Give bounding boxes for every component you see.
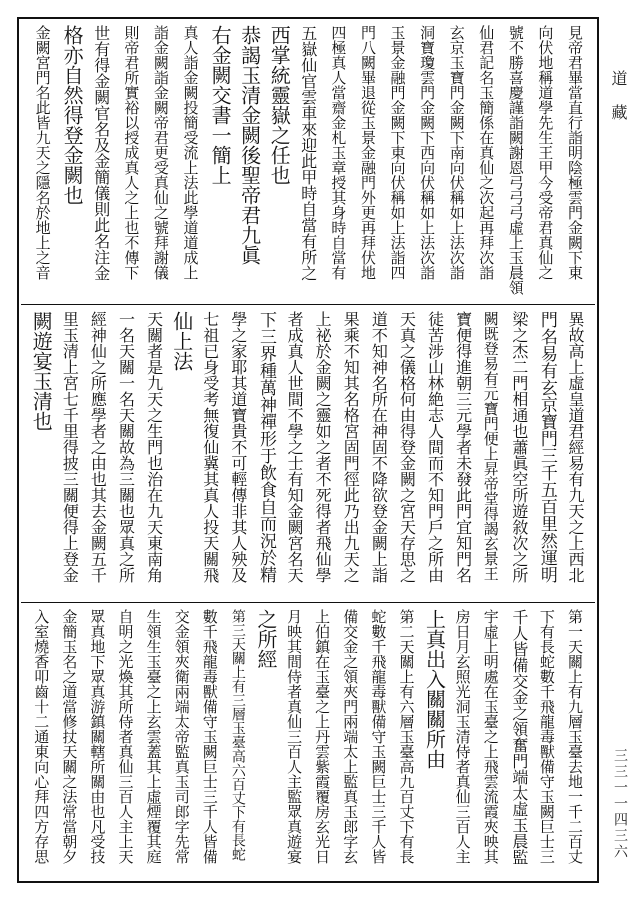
text-column: 交金領夾衛兩端太帝監真玉司郎字先常 bbox=[172, 609, 191, 864]
text-column: 宇虛上明處在玉臺之上飛雲流霞夾映其 bbox=[481, 609, 500, 864]
section-2-columns bbox=[21, 305, 595, 598]
text-column: 生領生玉臺之上玄雲蓋其上虛煙覆其庭 bbox=[144, 609, 163, 864]
text-column: 洞寶瓊雲門金闕下西向伏稱如上法次詣 bbox=[418, 25, 437, 280]
page-frame bbox=[17, 17, 599, 883]
section-3-columns bbox=[21, 603, 595, 881]
text-column: 號不勝喜慶謹詣闕謝恩弓弓弓虛上玉晨領 bbox=[506, 25, 525, 295]
text-column: 天真之儀格何由得登金闕之宮天存思之 bbox=[397, 311, 417, 583]
section-1 bbox=[21, 19, 595, 300]
text-column: 者成真人世間不學之士有知金闕宮名天 bbox=[285, 311, 305, 583]
text-column: 徒苦涉山林絶志人間而不知門戶之所由 bbox=[425, 311, 445, 583]
text-column: 仙上法 bbox=[169, 311, 194, 371]
text-column: 房日月玄照光洞玉清侍者真仙三百人主 bbox=[453, 609, 472, 864]
text-column: 數千飛龍毒獸備守玉闕巨士三千人皆備 bbox=[200, 609, 219, 864]
page-number: 三三一一四三六 bbox=[612, 748, 628, 860]
text-column: 西掌統靈嶽之任也 bbox=[267, 25, 292, 185]
text-column: 則帝君所實裕以授成真人之上也不傳下 bbox=[122, 25, 141, 280]
text-column: 五嶽仙官雲車來迎此甲時自當有所之 bbox=[298, 25, 318, 281]
text-column: 蛇數千飛龍毒獸備守玉闕巨士三千人皆 bbox=[369, 609, 388, 864]
text-column: 異故高上虛皇道君經易有九天之上西北 bbox=[566, 311, 585, 583]
text-column: 格亦自然得登金闕也 bbox=[60, 25, 85, 205]
section-1-columns bbox=[21, 19, 595, 300]
text-column: 一名天關一名天關故為三關也眾真之所 bbox=[116, 311, 136, 583]
text-column: 道不知神名所在神固不降欲登金闕上詣 bbox=[369, 311, 389, 583]
text-column: 學之家耶其道寶貴不可輕傳非其人殃及 bbox=[228, 311, 248, 583]
text-column: 里玉清上宮七千里得披三關便得上登金 bbox=[60, 311, 80, 583]
text-column: 下有長蛇數千飛龍毒獸備守玉闕巨士三 bbox=[537, 609, 556, 864]
text-column: 寶便得進朝三元學者未發此門宜知門名 bbox=[453, 311, 473, 583]
text-column: 入室燒香叩齒十二通東向心拜四方存思 bbox=[32, 609, 51, 864]
text-column: 上伯鎮在玉臺之上丹雲紫霞覆房玄光日 bbox=[313, 609, 332, 864]
text-column: 下三界種萬神禪形于飲食自而況於精 bbox=[255, 311, 276, 583]
text-column: 詣金闕詣金闕帝君更受真仙之號拜謝儀 bbox=[151, 25, 170, 280]
running-header: 道藏 bbox=[609, 70, 628, 138]
text-column: 七祖已身受考無復仙冀其真人投天關飛 bbox=[200, 311, 220, 583]
text-column: 梁之杰二門相通也蕭眞空所遊敘次之所 bbox=[509, 311, 529, 583]
text-column: 玉景金融門金闕下東向伏稱如上法詣四 bbox=[388, 25, 407, 280]
text-column: 之所經 bbox=[253, 609, 278, 669]
text-column: 果乘不知其名格宮固門徑此乃出九天之 bbox=[341, 311, 361, 583]
text-column: 門八闕畢退從玉景金融門外更再拜伏地 bbox=[358, 25, 377, 280]
section-2 bbox=[21, 304, 595, 598]
text-column: 右金闕交書一簡上 bbox=[208, 25, 233, 185]
text-column: 恭謁玉清金闕後聖帝君九眞 bbox=[237, 25, 262, 265]
text-column: 自明之光煥其所侍者真仙三百人主上天 bbox=[116, 609, 135, 864]
text-column: 闕既登易有元寶門便上昇帝堂得謁玄景王 bbox=[481, 311, 500, 581]
text-column: 眾真地下眾真游鎮關轄所關由也凡受技 bbox=[88, 609, 107, 864]
section-3 bbox=[21, 602, 595, 881]
text-column: 上祕於金闕之靈如之者不死得者飛仙學 bbox=[313, 311, 333, 583]
text-column: 金簡玉名之道當修扙天關之法常當朝夕 bbox=[60, 609, 79, 864]
text-column: 見帝君畢當直行詣明陰極雲門金闕下東 bbox=[566, 25, 584, 280]
text-column: 經神仙之所應學者之由也其去金闕五千 bbox=[88, 311, 108, 583]
text-column: 上真出入關關所由 bbox=[422, 609, 447, 769]
text-column: 闕遊宴玉清也 bbox=[29, 311, 54, 431]
text-column: 第二天關上有六層玉臺高九百丈下有長 bbox=[397, 609, 416, 864]
text-column: 門名易有玄京寶門三千五百里然運明 bbox=[536, 311, 557, 583]
text-column: 備交金之領夾門兩端太上監真玉郎字玄 bbox=[341, 609, 360, 864]
text-column: 玄京玉寶門金闕下南向伏稱如上法次詣 bbox=[447, 25, 466, 280]
text-column: 第三天關上有三層玉臺高六百丈下有長蛇 bbox=[229, 609, 246, 861]
text-column: 向伏地稱道學先生王甲今受帝君真仙之 bbox=[536, 25, 555, 280]
text-column: 四極真人當齋金札玉章授其身時自當有 bbox=[329, 25, 348, 280]
text-column: 金闕宮門名此皆九天之隱名於地上之音 bbox=[33, 25, 52, 280]
text-column: 天關者是九天之生門也治在九天東南角 bbox=[144, 311, 164, 583]
text-column: 真人詣金闕投簡受流上法此學道道成上 bbox=[181, 25, 200, 280]
text-column: 第一天關上有九層玉臺去地一千二百丈 bbox=[566, 609, 584, 864]
text-column: 月映其間侍者真仙三百人主監眾真遊宴 bbox=[285, 609, 304, 864]
text-column: 仙君記名玉簡係在真仙之次起再拜次詣 bbox=[477, 25, 496, 280]
text-column: 世有得金闕官名及金簡儀則此名注金 bbox=[91, 25, 111, 281]
text-column: 千人皆備交金之領奮門端太虛玉晨監 bbox=[509, 609, 529, 865]
